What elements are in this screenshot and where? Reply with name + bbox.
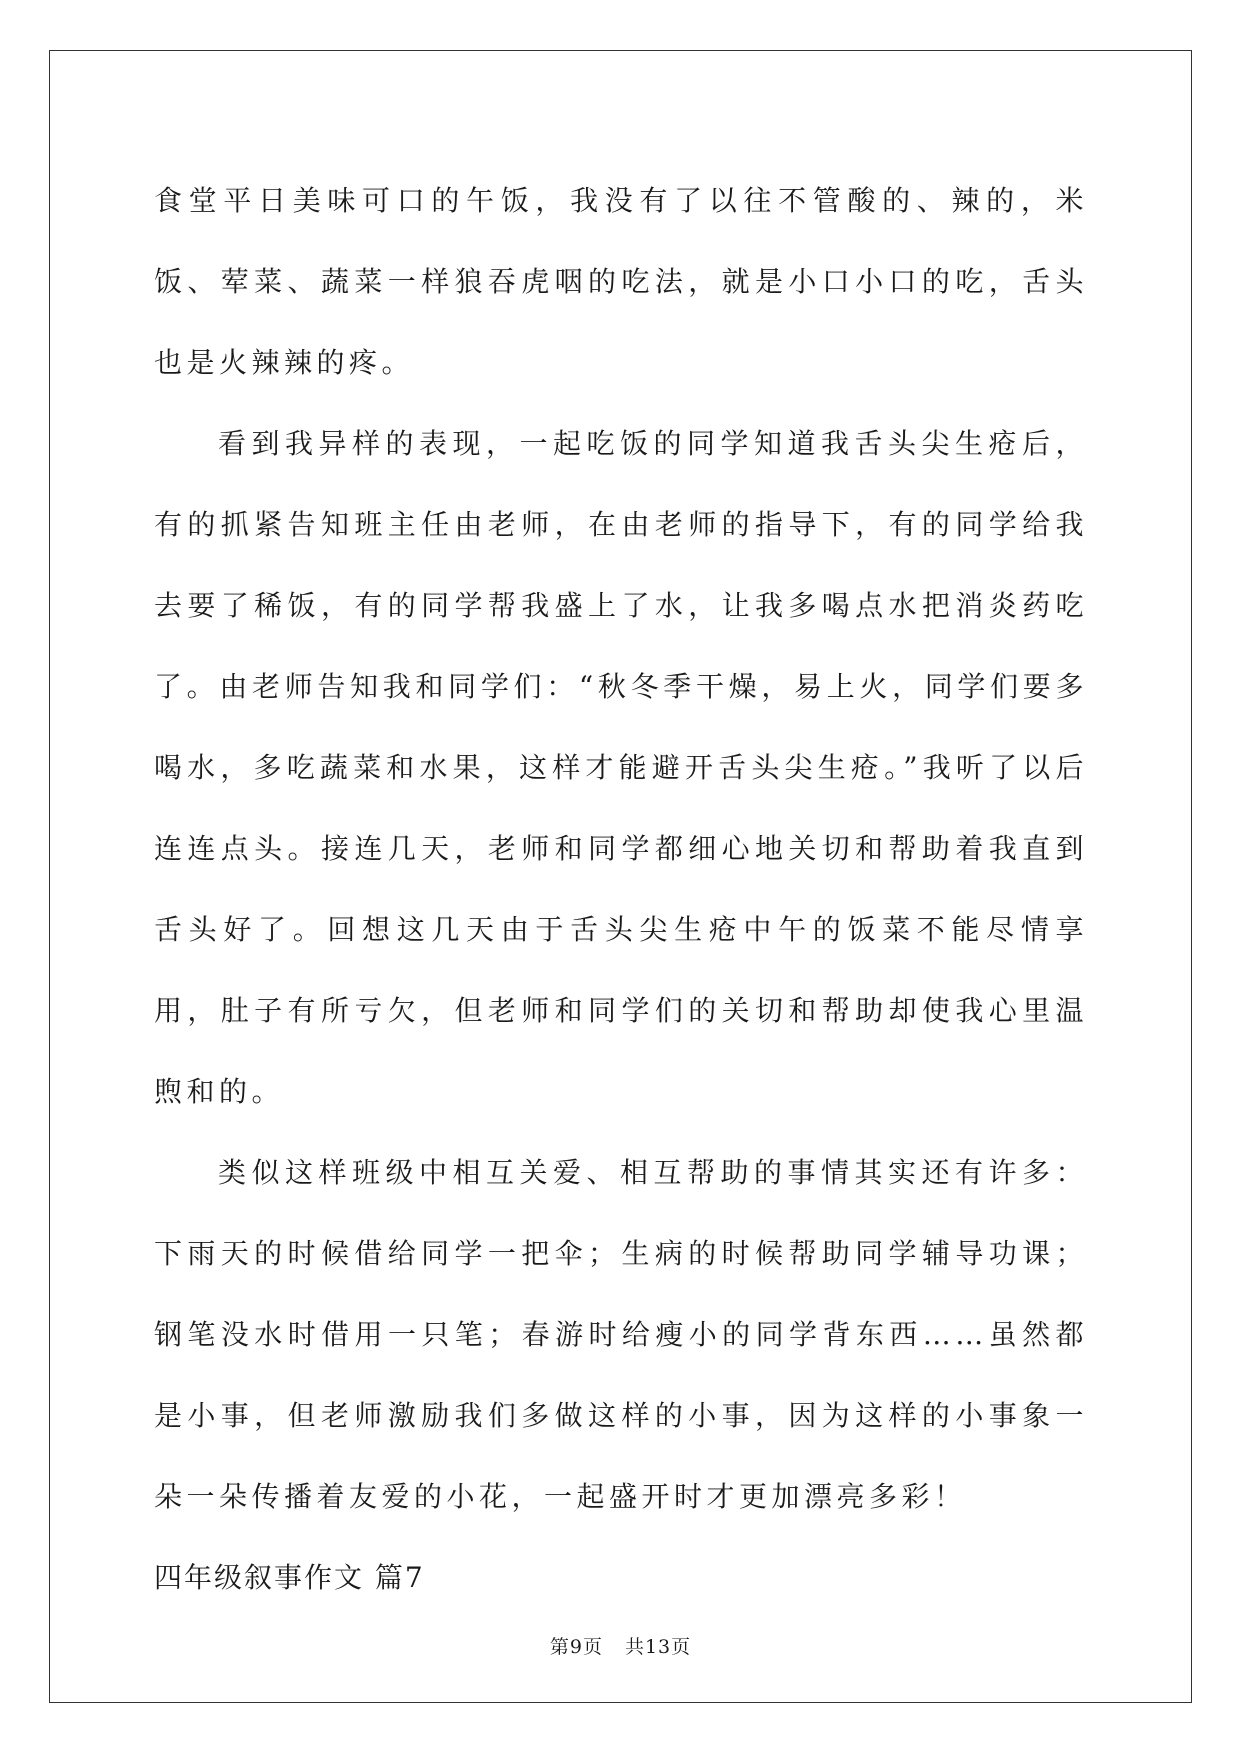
page-total: 共13页 xyxy=(624,1636,692,1658)
paragraph-1: 食堂平日美味可口的午饭，我没有了以往不管酸的、辣的，米饭、荤菜、蔬菜一样狼吞虎咽的吃法，就是小口小口的吃，舌头也是火辣辣的疼。 xyxy=(154,184,1088,379)
document-body xyxy=(154,160,1088,1618)
paragraph-3: 类似这样班级中相互关爱、相互帮助的事情其实还有许多：下雨天的时候借给同学一把伞；生病的时候帮助同学辅导功课；钢笔没水时借用一只笔；春游时给瘦小的同学背东西……虽然都是小事，但老师激励我们多做这样的小事，因为这样的小事象一朵一朵传播着友爱的小花，一起盛开时才更加漂亮多彩！ xyxy=(154,1156,1088,1513)
section-heading: 四年级叙事作文 篇7 xyxy=(154,1561,425,1594)
page-number: 第9页 xyxy=(549,1636,603,1658)
paragraph-2: 看到我异样的表现，一起吃饭的同学知道我舌头尖生疮后，有的抓紧告知班主任由老师，在由老师的指导下，有的同学给我去要了稀饭，有的同学帮我盛上了水，让我多喝点水把消炎药吃了。由老师告知我和同学们：“秋冬季干燥，易上火，同学们要多喝水，多吃蔬菜和水果，这样才能避开舌头尖生疮。”我听了以后连连点头。接连几天，老师和同学都细心地关切和帮助着我直到舌头好了。回想这几天由于舌头尖生疮中午的饭菜不能尽情享用，肚子有所亏欠，但老师和同学们的关切和帮助却使我心里温煦和的。 xyxy=(154,427,1088,1108)
page-footer xyxy=(0,1634,1241,1660)
